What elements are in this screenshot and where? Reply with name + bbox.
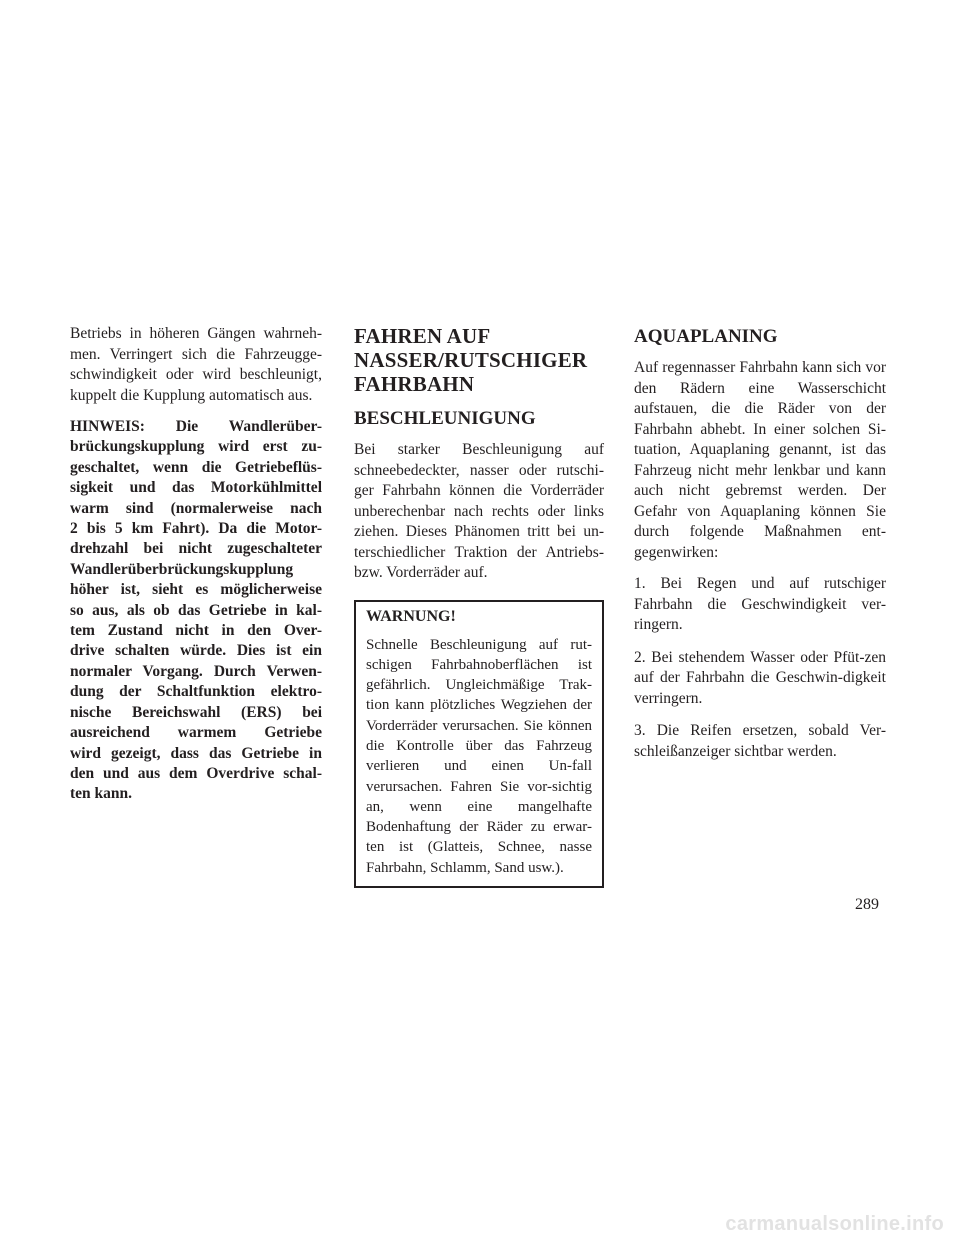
note-line: geschaltet, wenn die Getriebeflüs- (70, 458, 322, 476)
note-line: drive schalten würde. Dies ist ein (70, 642, 322, 660)
note-line: so aus, als ob das Getriebe in kal- (70, 601, 322, 619)
note-line: tem Zustand nicht in den Over- (70, 622, 322, 640)
right-column (634, 324, 886, 774)
note-line: brückungskupplung wird erst zu- (70, 438, 322, 456)
note-line: drehzahl bei nicht zugeschalteter (70, 540, 322, 558)
note-line: warm sind (normalerweise nach (70, 499, 322, 517)
note-line: ausreichend warmem Getriebe (70, 724, 322, 742)
chapter-heading-line: FAHREN AUF (354, 324, 491, 348)
page-number: 289 (855, 896, 879, 913)
note-line: den und aus dem Overdrive schal- (70, 764, 322, 782)
middle-column (354, 324, 604, 888)
section-heading-aquaplaning: AQUAPLANING (634, 326, 778, 347)
note-line: HINWEIS: Die Wandlerüber- (70, 418, 322, 435)
acceleration-paragraph: Bei starker Beschleunigung auf schneebedeckter, nasser oder rutschi-ger Fahrbahn können die Vorderräder unberechenbar nach rechts oder links ziehen. Dieses Phänomen tritt bei un-terschiedlicher Traktion der Antriebs-bzw. Vorderräder auf. (354, 441, 604, 581)
watermark: carmanualsonline.info (725, 1213, 944, 1235)
aquaplaning-steps (634, 574, 886, 762)
note-line: höher ist, sieht es möglicherweise (70, 581, 322, 599)
note-line: wird gezeigt, dass das Getriebe in (70, 744, 322, 762)
chapter-heading-line: NASSER/RUTSCHIGER (354, 348, 588, 372)
section-heading-acceleration: BESCHLEUNIGUNG (354, 408, 536, 429)
note-line: normaler Vorgang. Durch Verwen- (70, 662, 322, 680)
note-line: sigkeit und das Motorkühlmittel (70, 479, 322, 497)
aquaplaning-paragraph: Auf regennasser Fahrbahn kann sich vor den Rädern eine Wasserschicht aufstauen, die die Räder von der Fahrbahn abhebt. In einer solchen Si-tuation, Aquaplaning genannt, ist das Fahrzeug nicht mehr lenkbar und kann auch nicht gebremst werden. Der Gefahr von Aquaplaning können Sie durch folgende Maßnahmen ent-gegenwirken: (634, 359, 886, 561)
note-line: nische Bereichswahl (ERS) bei (70, 703, 322, 721)
list-item: 3. Die Reifen ersetzen, sobald Ver-schleißanzeiger sichtbar werden. (634, 722, 886, 760)
list-item: 2. Bei stehendem Wasser oder Pfüt-zen auf der Fahrbahn die Geschwin-digkeit verringern. (634, 648, 886, 707)
note-line: ten kann. (70, 785, 133, 803)
chapter-heading (354, 324, 604, 396)
note-paragraph (70, 417, 322, 805)
warning-title: WARNUNG! (366, 607, 456, 625)
chapter-heading-line: FAHRBAHN (354, 372, 475, 396)
list-item: 1. Bei Regen und auf rutschiger Fahrbahn die Geschwindigkeit ver-ringern. (634, 575, 886, 633)
note-line: Wandlerüberbrückungskupplung (70, 560, 294, 578)
note-line: dung der Schaltfunktion elektro- (70, 683, 322, 701)
warning-box (354, 600, 604, 889)
note-line: 2 bis 5 km Fahrt). Da die Motor- (70, 520, 322, 538)
warning-text: Schnelle Beschleunigung auf rut-schigen Fahrbahnoberflächen ist gefährlich. Ungleichmäßige Trak-tion kann plötzliches Wegziehen der Vorderräder verursachen. Sie können die Kontrolle über das Fahrzeug verlieren und einen Un-fall verursachen. Fahren Sie vor-sichtig an, wenn eine mangelhafte Bodenhaftung der Räder zu erwar-ten ist (Glatteis, Schnee, nasse Fahrbahn, Schlamm, Sand usw.). (366, 636, 592, 876)
intro-paragraph: Betriebs in höheren Gängen wahrneh-men. Verringert sich die Fahrzeugge-schwindigkeit oder wird beschleunigt, kuppelt die Kupplung automatisch aus. (70, 325, 322, 404)
left-column (70, 324, 322, 805)
